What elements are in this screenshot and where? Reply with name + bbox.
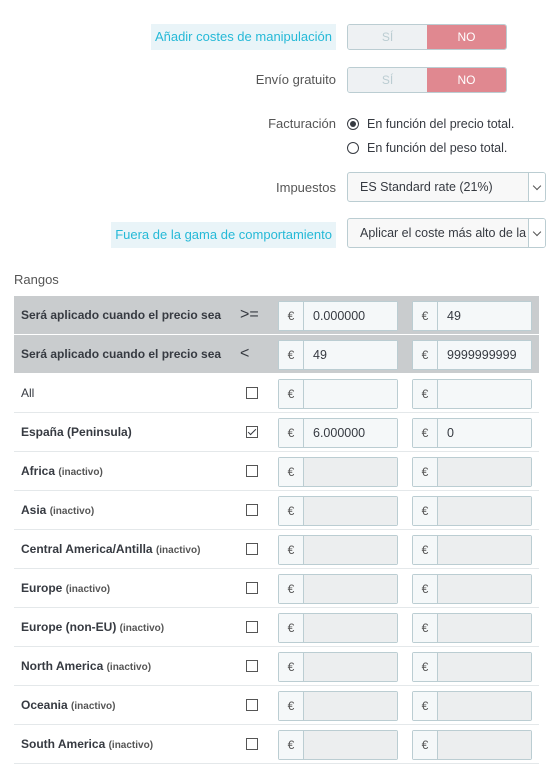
handling-costs-no[interactable]: NO	[427, 25, 506, 49]
zone-price-value-2[interactable]	[438, 497, 531, 525]
euro-icon: €	[413, 653, 438, 681]
zone-name: España (Peninsula)	[21, 425, 132, 439]
zone-price-input-2[interactable]	[412, 691, 532, 721]
euro-icon: €	[279, 692, 304, 720]
zone-checkbox[interactable]	[246, 582, 258, 594]
zone-name: Asia (inactivo)	[21, 503, 95, 517]
free-shipping-label: Envío gratuito	[255, 72, 336, 87]
range-operator: >=	[240, 306, 259, 323]
zone-price-input-2[interactable]	[412, 574, 532, 604]
range-lower-bound-input[interactable]	[278, 301, 398, 331]
range-condition-label: Será aplicado cuando el precio sea	[21, 347, 222, 361]
euro-icon: €	[413, 302, 438, 330]
out-of-range-dropdown-button[interactable]	[528, 219, 545, 247]
chevron-down-icon	[533, 181, 541, 189]
euro-icon: €	[413, 536, 438, 564]
zone-name: Oceania (inactivo)	[21, 698, 116, 712]
zone-row-south-america	[14, 725, 539, 764]
radio-checked-icon[interactable]	[347, 118, 359, 130]
zone-price-value-2[interactable]	[438, 614, 531, 642]
zone-price-input-1[interactable]	[278, 457, 398, 487]
zone-price-value-1[interactable]	[304, 458, 397, 486]
range-condition-label: Será aplicado cuando el precio sea	[21, 308, 222, 322]
euro-icon: €	[279, 653, 304, 681]
free-shipping-row	[0, 67, 558, 97]
zone-price-input-2[interactable]	[412, 418, 532, 448]
range-lower-bound-value[interactable]: 0.000000	[304, 302, 397, 330]
zone-price-input-1[interactable]	[278, 379, 398, 409]
zone-price-value-2[interactable]	[438, 692, 531, 720]
euro-icon: €	[413, 497, 438, 525]
zone-price-input-2[interactable]	[412, 613, 532, 643]
zone-price-input-2[interactable]	[412, 535, 532, 565]
zone-name: South America (inactivo)	[21, 737, 154, 751]
zone-row-europe	[14, 569, 539, 608]
zone-price-value-2[interactable]	[438, 653, 531, 681]
euro-icon: €	[279, 341, 304, 369]
billing-label: Facturación	[268, 116, 336, 131]
zone-price-input-1[interactable]	[278, 730, 398, 760]
zone-row-oceania	[14, 686, 539, 725]
euro-icon: €	[413, 692, 438, 720]
out-of-range-select-value: Aplicar el coste más alto de la	[360, 226, 527, 240]
zone-checkbox[interactable]	[246, 738, 258, 750]
zone-checkbox-checked[interactable]	[246, 426, 258, 438]
euro-icon: €	[413, 731, 438, 759]
range-upper-bound-input[interactable]	[412, 301, 532, 331]
zone-price-value-1[interactable]	[304, 692, 397, 720]
zone-price-value-1[interactable]	[304, 575, 397, 603]
zone-row-north-america	[14, 647, 539, 686]
zone-row-central-america	[14, 530, 539, 569]
euro-icon: €	[279, 458, 304, 486]
zone-name: Central America/Antilla (inactivo)	[21, 542, 201, 556]
zone-name: All	[21, 386, 35, 400]
zone-price-input-2[interactable]	[412, 730, 532, 760]
zone-price-input-1[interactable]	[278, 652, 398, 682]
zone-row-espana	[14, 413, 539, 452]
zone-price-value-2[interactable]: 0	[438, 419, 531, 447]
range-upper-bound-value[interactable]: 49	[438, 302, 531, 330]
out-of-range-label[interactable]: Fuera de la gama de comportamiento	[111, 222, 336, 248]
handling-costs-yes[interactable]: SÍ	[348, 25, 427, 49]
zone-price-input-1[interactable]	[278, 691, 398, 721]
euro-icon: €	[279, 302, 304, 330]
range-lower-bound-input[interactable]	[278, 340, 398, 370]
zone-price-value-2[interactable]	[438, 536, 531, 564]
zone-price-input-1[interactable]	[278, 535, 398, 565]
euro-icon: €	[279, 614, 304, 642]
taxes-dropdown-button[interactable]	[528, 173, 545, 201]
zone-price-input-2[interactable]	[412, 379, 532, 409]
range-operator: <	[240, 345, 250, 362]
zone-price-input-1[interactable]	[278, 613, 398, 643]
zone-price-input-1[interactable]	[278, 496, 398, 526]
zone-price-input-1[interactable]	[278, 418, 398, 448]
zone-row-europe-non-eu	[14, 608, 539, 647]
free-shipping-no[interactable]: NO	[427, 68, 506, 92]
zone-price-value-2[interactable]	[438, 458, 531, 486]
euro-icon: €	[413, 575, 438, 603]
euro-icon: €	[413, 614, 438, 642]
euro-icon: €	[279, 575, 304, 603]
zone-name: Europe (inactivo)	[21, 581, 111, 595]
range-upper-bound-value[interactable]: 9999999999	[438, 341, 531, 369]
taxes-label: Impuestos	[276, 180, 336, 195]
handling-costs-label[interactable]: Añadir costes de manipulación	[151, 24, 336, 50]
zone-price-value-1[interactable]	[304, 614, 397, 642]
billing-option-weight[interactable]	[347, 139, 507, 157]
zone-price-value-1[interactable]	[304, 380, 397, 408]
free-shipping-toggle[interactable]	[347, 67, 507, 93]
zone-checkbox[interactable]	[246, 504, 258, 516]
zone-price-value-2[interactable]	[438, 380, 531, 408]
ranges-table	[14, 296, 539, 764]
zone-row-africa	[14, 452, 539, 491]
radio-unchecked-icon[interactable]	[347, 142, 359, 154]
zone-price-input-2[interactable]	[412, 457, 532, 487]
handling-costs-toggle[interactable]	[347, 24, 507, 50]
euro-icon: €	[413, 380, 438, 408]
zone-price-value-2[interactable]	[438, 575, 531, 603]
zone-price-value-1[interactable]	[304, 653, 397, 681]
zone-price-value-1[interactable]	[304, 731, 397, 759]
zone-checkbox[interactable]	[246, 543, 258, 555]
ranges-title: Rangos	[14, 272, 59, 287]
euro-icon: €	[279, 497, 304, 525]
euro-icon: €	[279, 731, 304, 759]
zone-price-value-1[interactable]	[304, 497, 397, 525]
euro-icon: €	[279, 419, 304, 447]
billing-option-price-label: En función del precio total.	[367, 117, 515, 131]
zone-row-all	[14, 374, 539, 413]
euro-icon: €	[279, 536, 304, 564]
zone-checkbox[interactable]	[246, 387, 258, 399]
euro-icon: €	[413, 458, 438, 486]
zone-checkbox[interactable]	[246, 660, 258, 672]
zone-price-value-1[interactable]	[304, 536, 397, 564]
euro-icon: €	[279, 380, 304, 408]
zone-name: North America (inactivo)	[21, 659, 152, 673]
out-of-range-select[interactable]	[347, 218, 546, 248]
zone-row-asia	[14, 491, 539, 530]
billing-option-price[interactable]	[347, 115, 514, 133]
zone-checkbox[interactable]	[246, 699, 258, 711]
taxes-select[interactable]	[347, 172, 546, 202]
chevron-down-icon	[533, 227, 541, 235]
billing-option-weight-label: En función del peso total.	[367, 141, 508, 155]
free-shipping-yes[interactable]: SÍ	[348, 68, 427, 92]
euro-icon: €	[413, 419, 438, 447]
zone-name: Europe (non-EU) (inactivo)	[21, 620, 165, 634]
range-upper-bound-input[interactable]	[412, 340, 532, 370]
handling-costs-row	[0, 24, 558, 54]
taxes-select-value: ES Standard rate (21%)	[360, 180, 493, 194]
zone-price-input-1[interactable]	[278, 574, 398, 604]
range-header-row-to	[14, 335, 539, 374]
range-lower-bound-value[interactable]: 49	[304, 341, 397, 369]
zone-checkbox[interactable]	[246, 465, 258, 477]
euro-icon: €	[413, 341, 438, 369]
zone-price-value-1[interactable]: 6.000000	[304, 419, 397, 447]
zone-checkbox[interactable]	[246, 621, 258, 633]
zone-price-input-2[interactable]	[412, 652, 532, 682]
zone-price-value-2[interactable]	[438, 731, 531, 759]
zone-name: Africa (inactivo)	[21, 464, 103, 478]
range-header-row-from	[14, 296, 539, 335]
zone-price-input-2[interactable]	[412, 496, 532, 526]
